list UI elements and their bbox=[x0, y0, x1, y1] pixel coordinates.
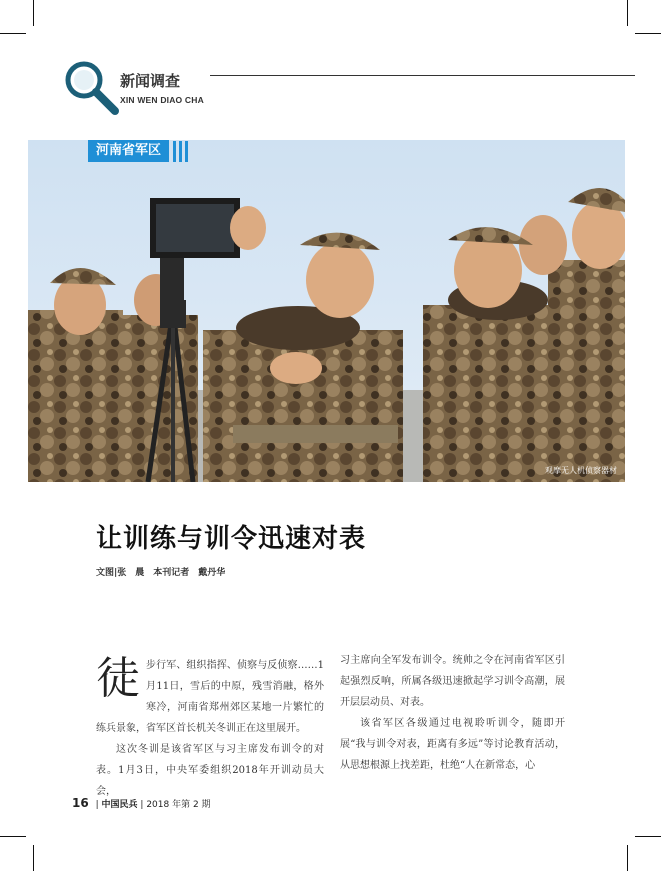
body-column-left bbox=[96, 655, 324, 802]
page-footer: 16 | 中国民兵 | 2018 年第 2 期 bbox=[72, 796, 211, 810]
issue-label: 2018 年第 2 期 bbox=[146, 800, 211, 810]
crop-mark bbox=[635, 33, 661, 34]
crop-mark bbox=[0, 33, 26, 34]
body-column-right bbox=[340, 650, 565, 776]
crop-mark bbox=[33, 845, 34, 871]
crop-mark bbox=[0, 836, 26, 837]
body-paragraph: 习主席向全军发布训令。统帅之令在河南省军区引起强烈反响，所属各级迅速掀起学习训令高潮，展开层层动员、对表。 bbox=[340, 655, 565, 708]
body-paragraph: 这次冬训是该省军区与习主席发布训令的对表。1月3日，中央军委组织2018年开训动员大会， bbox=[96, 744, 324, 797]
magnifier-icon bbox=[62, 58, 122, 118]
crop-mark bbox=[33, 0, 34, 26]
article-headline: 让训练与训令迅速对表 bbox=[96, 524, 367, 554]
drop-cap: 徒 bbox=[96, 653, 140, 704]
photo-caption: 观摩无人机侦察器材 bbox=[545, 466, 617, 475]
region-tag: 河南省军区 bbox=[88, 140, 169, 162]
section-subtitle: XIN WEN DIAO CHA bbox=[120, 95, 204, 105]
header-rule bbox=[210, 75, 635, 76]
crop-mark bbox=[635, 836, 661, 837]
page-number: 16 bbox=[72, 796, 89, 810]
body-paragraph bbox=[96, 655, 324, 739]
section-title: 新闻调查 bbox=[120, 72, 181, 90]
publication-name: 中国民兵 bbox=[101, 800, 138, 810]
article-byline: 文图|张 晨 本刊记者 戴丹华 bbox=[96, 568, 226, 578]
crop-mark bbox=[627, 0, 628, 26]
photo-officers-drone-demo bbox=[28, 140, 625, 482]
body-paragraph: 该省军区各级通过电视聆听训令，随即开展“我与训令对表，距离有多远”等讨论教育活动，从思想根源上找差距，杜绝“人在新常态，心 bbox=[340, 718, 565, 771]
crop-mark bbox=[627, 845, 628, 871]
paragraph-text: 步行军、组织指挥、侦察与反侦察……1月11日，雪后的中原，残雪消融，格外寒冷，河南省郑州郊区某地一片繁忙的练兵景象，省军区首长机关冬训正在这里展开。 bbox=[96, 660, 324, 734]
